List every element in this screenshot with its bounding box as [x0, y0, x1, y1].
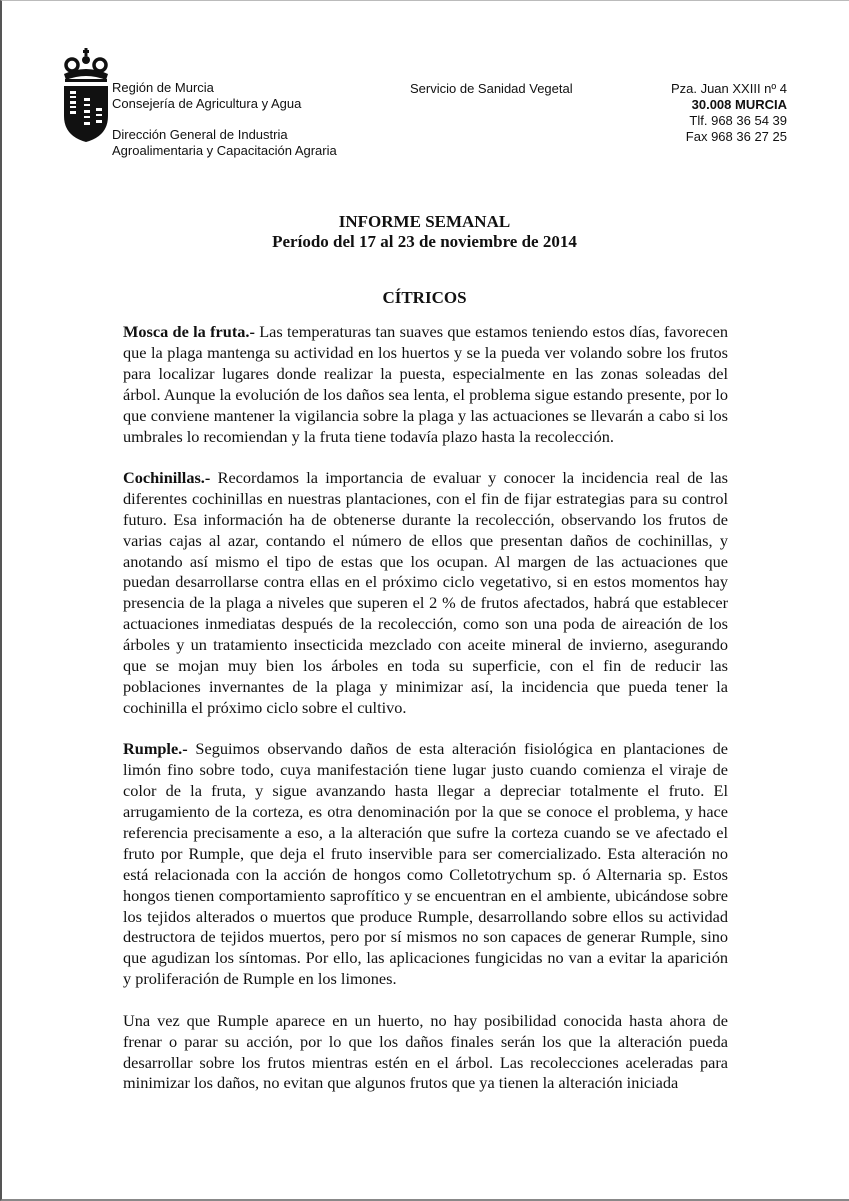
address-line-2: 30.008 MURCIA [691, 97, 787, 112]
paragraph-text: Recordamos la importancia de evaluar y conocer la incidencia real de las diferentes cochinillas en nuestras plantaciones, con el fin de fijar estrategias para su control futuro. Esa información ha de obtenerse durante la recolección, observando los frutos de varias cajas al azar, contando el número de ellos que presentan daños de cochinillas, y anotando así mismo el tipo de estas que los ocupan. Al margen de las actuaciones que puedan desarrollarse contra ellas en el próximo ciclo vegetativo, si en estos momentos hay presencia de la plaga a niveles que superen el 2 % de frutos afectados, habrá que establecer actuaciones inmediatas después de la recolección, como son una poda de aireación de los árboles y un tratamiento insecticida mezclado con aceite mineral de invierno, asegurando que se mojan muy bien los árboles en toda su superficie, con el fin de reducir las poblaciones invernantes de la plaga y minimizar así, la incidencia que pueda tener la cochinilla el próximo ciclo sobre el cultivo. [123, 467, 728, 717]
org-line-1: Región de Murcia [112, 80, 214, 95]
address-line-1: Pza. Juan XXIII nº 4 [670, 81, 787, 96]
report-period: Período del 17 al 23 de noviembre de 2014 [272, 232, 577, 251]
paragraph-lead: Rumple.- [123, 739, 188, 759]
report-body [123, 322, 728, 1115]
phone-number: Tlf. 968 36 54 39 [689, 113, 787, 128]
paragraph-mosca [123, 322, 728, 447]
fax-number: Fax 968 36 27 25 [685, 129, 787, 144]
report-title-block [0, 212, 849, 252]
paragraph-lead: Cochinillas.- [123, 467, 211, 487]
section-title: CÍTRICOS [382, 288, 467, 307]
service-name: Servicio de Sanidad Vegetal [410, 81, 573, 96]
org-line-2: Consejería de Agricultura y Agua [112, 96, 302, 111]
dept-line-2: Agroalimentaria y Capacitación Agraria [112, 143, 337, 158]
header-contact [671, 81, 787, 145]
paragraph-text: Las temperaturas tan suaves que estamos teniendo estos días, favorecen que la plaga mantenga su actividad en los huertos y se la pueda ver volando sobre los frutos para localizar lugares donde realizar la puesta, especialmente en las zonas soleadas del árbol. Aunque la evolución de los daños sea lenta, el problema sigue estando presente, por lo que conviene mantener la vigilancia sobre la plaga y las actuaciones se llevarán a cabo si los umbrales lo recomiendan y la fruta tiene todavía plazo hasta la recolección. [123, 322, 729, 446]
paragraph-text: Seguimos observando daños de esta alteración fisiológica en plantaciones de limón fino sobre todo, cuya manifestación tiene lugar justo cuando comienza el viraje de color de la fruta, y sigue avanzando hasta llegar a depreciar totalmente el fruto. El arrugamiento de la corteza, es otra denominación por la que se conoce el problema, y hace referencia precisamente a eso, a la alteración que sufre la corteza cuando se ve afectado el fruto por Rumple, que deja el fruto inservible para ser comercializado. Esta alteración no está relacionada con la acción de hongos como Colletotrychum sp. ó Alternaria sp. Estos hongos tienen comportamiento saprofítico y se encuentran en el ambiente, ubicándose sobre los tejidos alterados o muertos que produce Rumple, desarrollando sobre ellos su actividad destructora de tejidos muertos, pero por sí mismos no son capaces de generar Rumple, sino que agudizan los síntomas. Por ello, las aplicaciones fungicidas no van a evitar la aparición y proliferación de Rumple en los limones. [123, 739, 728, 989]
paragraph-lead: Mosca de la fruta.- [123, 322, 255, 341]
paragraph-text: Una vez que Rumple aparece en un huerto, no hay posibilidad conocida hasta ahora de frenar o parar su acción, por lo que los daños finales serán los que la alteración pueda desarrollar sobre los frutos mientras estén en el árbol. Las recolecciones aceleradas para minimizar los daños, no evitan que algunos frutos que ya tienen la alteración iniciada [123, 1010, 728, 1093]
paragraph-cochinillas [123, 468, 728, 719]
region-coat-of-arms-logo [60, 48, 112, 144]
header-organization [112, 80, 337, 159]
dept-line-1: Dirección General de Industria [112, 127, 288, 142]
report-title: INFORME SEMANAL [338, 212, 511, 231]
paragraph-rumple-continued [123, 1011, 728, 1095]
paragraph-rumple [123, 739, 728, 990]
